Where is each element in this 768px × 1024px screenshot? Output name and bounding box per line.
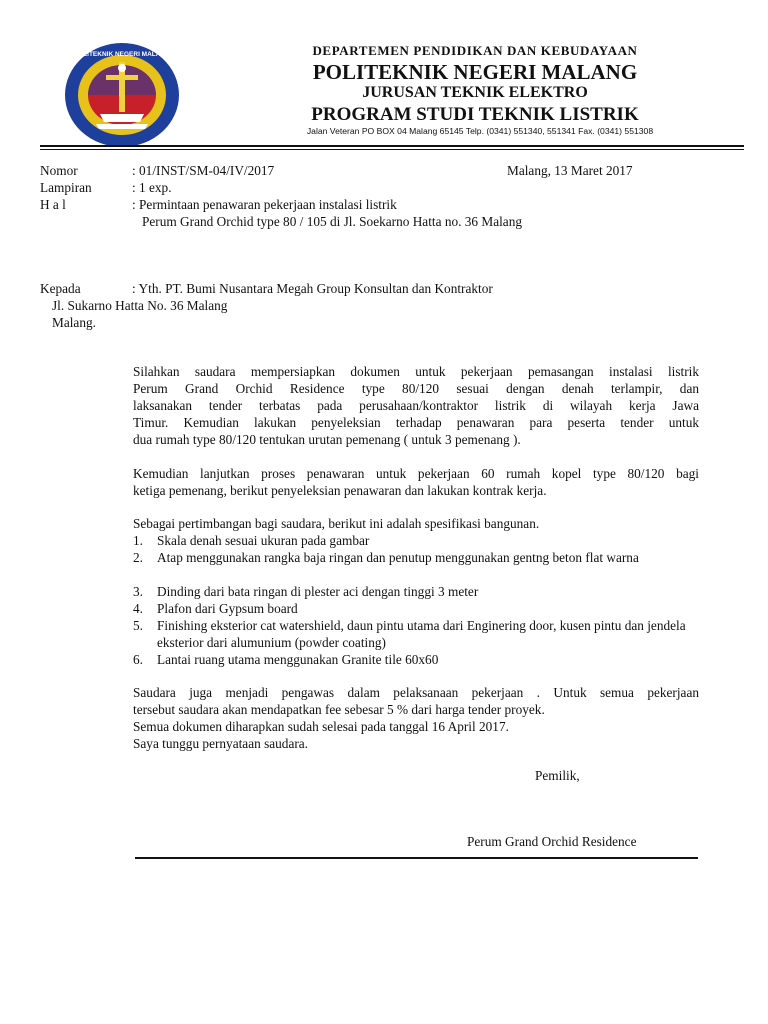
paragraph-4: Semua dokumen diharapkan sudah selesai pada tanggal 16 April 2017. [133,719,509,734]
paragraph-2 [133,465,699,499]
kepada-value: : Yth. PT. Bumi Nusantara Megah Group Konsultan dan Kontraktor [132,281,493,296]
paragraph-1-line: Perum Grand Orchid Residence type 80/120 sesuai dengan denah terlampir, dan [133,381,699,396]
spec-item-number: 2. [133,550,143,565]
paragraph-1-line: laksanakan tender terbatas pada perusahaan/kontraktor listrik di wilayah kerja Jawa [133,398,699,413]
signature-name: Perum Grand Orchid Residence [467,834,637,849]
paragraph-3-line: tersebut saudara akan mendapatkan fee sebesar 5 % dari harga tender proyek. [133,702,545,717]
institution-address: Jalan Veteran PO BOX 04 Malang 65145 Telp. (0341) 551340, 551341 Fax. (0341) 551308 [306,126,654,136]
spec-intro: Sebagai pertimbangan bagi saudara, berikut ini adalah spesifikasi bangunan. [133,516,540,531]
hal-value-line1: : Permintaan penawaran pekerjaan instalasi listrik [132,197,397,212]
kepada-label: Kepada [40,281,81,296]
department-heading: JURUSAN TEKNIK ELEKTRO [362,84,588,101]
svg-text:POLITEKNIK NEGERI MALANG: POLITEKNIK NEGERI MALANG [73,51,171,58]
spec-item-text: Skala denah sesuai ukuran pada gambar [157,533,370,548]
nomor-label: Nomor [40,163,78,178]
recipient-address-line1: Jl. Sukarno Hatta No. 36 Malang [52,298,228,313]
paragraph-5: Saya tunggu pernyataan saudara. [133,736,309,751]
institution-heading: POLITEKNIK NEGERI MALANG [312,60,638,84]
paragraph-2-line: Kemudian lanjutkan proses penawaran untuk pekerjaan 60 rumah kopel type 80/120 bagi [133,466,699,481]
spec-item-number: 6. [133,652,143,667]
ministry-heading: DEPARTEMEN PENDIDIKAN DAN KEBUDAYAAN [312,43,638,58]
spec-item-text: Plafon dari Gypsum board [157,601,298,616]
signature-role: Pemilik, [535,768,580,783]
hal-value-line2: Perum Grand Orchid type 80 / 105 di Jl. Soekarno Hatta no. 36 Malang [142,214,522,229]
spec-item-text: Atap menggunakan rangka baja ringan dan penutup menggunakan gentng beton flat warna [157,550,639,565]
paragraph-3 [133,684,699,718]
program-heading: PROGRAM STUDI TEKNIK LISTRIK [311,104,639,125]
lampiran-label: Lampiran [40,180,92,195]
recipient-address-line2: Malang. [52,315,96,330]
spec-item-text: Lantai ruang utama menggunakan Granite tile 60x60 [157,652,439,667]
header-divider-thin [40,149,744,150]
paragraph-1-line: Timur. Kemudian lakukan penyeleksian terhadap penawaran para peserta tender untuk [133,415,699,430]
nomor-value: : 01/INST/SM-04/IV/2017 [132,163,275,178]
signature-line [135,857,698,859]
lampiran-value: : 1 exp. [132,180,172,195]
paragraph-1 [133,363,699,448]
institution-logo [62,40,182,150]
spec-item-text: Finishing eksterior cat watershield, daun pintu utama dari Enginering door, kusen pintu dan jendela eksterior dari alumunium (powder coating) [157,618,686,650]
spec-item-number: 5. [133,618,143,633]
paragraph-1-line: Silahkan saudara mempersiapkan dokumen untuk pekerjaan pemasangan instalasi listrik [133,364,699,379]
spec-item-number: 4. [133,601,143,616]
hal-label: H a l [40,197,66,212]
spec-item-text: Dinding dari bata ringan di plester aci dengan tinggi 3 meter [157,584,479,599]
spec-item-number: 1. [133,533,143,548]
paragraph-1-line: dua rumah type 80/120 tentukan urutan pemenang ( untuk 3 pemenang ). [133,432,521,447]
header-divider-thick [40,145,744,147]
paragraph-2-line: ketiga pemenang, berikut penyeleksian penawaran dan lakukan kontrak kerja. [133,483,547,498]
spec-item-number: 3. [133,584,143,599]
paragraph-3-line: Saudara juga menjadi pengawas dalam pelaksanaan pekerjaan . Untuk semua pekerjaan [133,685,699,700]
letter-date: Malang, 13 Maret 2017 [507,163,633,178]
